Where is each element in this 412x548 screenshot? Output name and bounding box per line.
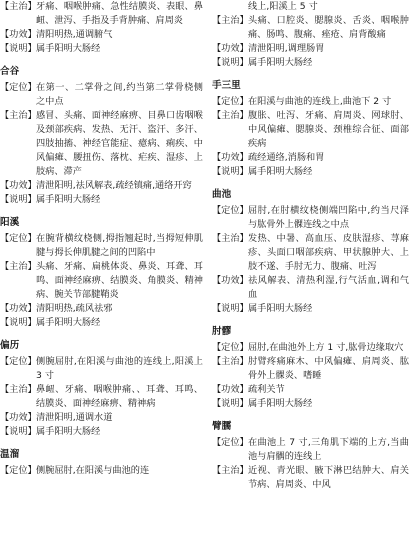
entry-tag: 【主治】 xyxy=(212,110,249,121)
entry-tag: 【定位】 xyxy=(212,205,249,216)
entry-paragraph xyxy=(212,436,409,464)
entry-tag: 【功效】 xyxy=(212,43,249,54)
entry-text: 鼻衄、牙痛、咽喉肿痛、、耳聋、耳鸣、结膜炎、面神经麻痹、精神病 xyxy=(36,384,203,409)
entry-text: 属手阳明大肠经 xyxy=(248,166,313,177)
entry-text: 侧腕屈肘,在阳溪与曲池的连 xyxy=(36,465,150,476)
entry-tag: 【主治】 xyxy=(0,384,37,395)
entry-text: 属手阳明大肠经 xyxy=(36,317,101,328)
entry-tag: 【定位】 xyxy=(212,342,249,353)
entry-tag: 【主治】 xyxy=(212,15,249,26)
acupoint-title: 手三里 xyxy=(212,80,241,91)
entry-paragraph xyxy=(0,193,203,207)
entry-paragraph xyxy=(0,316,203,330)
entry-text: 在曲池上 7 寸,三角肌下端的上方,当曲池与肩髃的连线上 xyxy=(248,437,409,462)
entry-paragraph xyxy=(212,14,409,42)
entry-paragraph xyxy=(0,383,203,411)
entry-paragraph xyxy=(0,464,203,478)
entry-tag: 【说明】 xyxy=(0,194,37,205)
entry-text: 侧腕屈肘,在阳溪与曲池的连线上,阳溪上 3 寸 xyxy=(36,356,203,381)
entry-text: 清泄阳明,调理肠胃 xyxy=(248,43,325,54)
entry-text: 在腕背横纹桡侧,拇指翘起时,当拇短伸肌腱与拇长伸肌腱之间的凹陷中 xyxy=(36,233,203,258)
entry-text: 屈肘,在肘横纹桡侧端凹陷中,约当尺泽与肱骨外上髁连线之中点 xyxy=(248,205,409,230)
entry-paragraph xyxy=(212,109,409,151)
entry-tag: 【说明】 xyxy=(212,398,249,409)
entry-paragraph xyxy=(0,179,203,193)
entry-tag: 【说明】 xyxy=(0,317,37,328)
entry-tag: 【主治】 xyxy=(212,465,249,476)
entry-text: 在阳溪与曲池的连线上,曲池下 2 寸 xyxy=(248,96,392,107)
entry-tag: 【说明】 xyxy=(0,43,37,54)
entry-paragraph xyxy=(0,425,203,439)
entry-tag: 【功效】 xyxy=(0,180,37,191)
entry-tag: 【功效】 xyxy=(0,412,37,423)
entry-paragraph xyxy=(212,95,409,109)
entry-text: 疏利关节 xyxy=(248,384,285,395)
entry-paragraph xyxy=(212,464,409,492)
entry-paragraph xyxy=(0,232,203,260)
entry-tag: 【定位】 xyxy=(0,356,37,367)
entry-tag: 【主治】 xyxy=(0,1,37,12)
entry-paragraph xyxy=(212,383,409,397)
entry-tag: 【说明】 xyxy=(212,166,249,177)
entry-paragraph xyxy=(212,397,409,411)
entry-paragraph xyxy=(0,28,203,42)
entry-tag: 【定位】 xyxy=(0,233,37,244)
entry-tag: 【功效】 xyxy=(212,152,249,163)
entry-tag: 【主治】 xyxy=(212,356,249,367)
entry-tag: 【功效】 xyxy=(212,275,249,286)
entry-tag: 【功效】 xyxy=(212,384,249,395)
entry-text: 腹胀、吐泻、牙痛、肩周炎、网球肘、中风偏瘫、腮腺炎、颈椎综合征、面部疾病 xyxy=(248,110,409,149)
right-column xyxy=(212,0,409,492)
acupoint-title: 肘髎 xyxy=(212,326,232,337)
entry-paragraph xyxy=(0,355,203,383)
entry-continuation: 线上,阳溪上 5 寸 xyxy=(248,1,318,12)
entry-text: 清泄阳明,通调水道 xyxy=(36,412,113,423)
acupoint-title: 阳溪 xyxy=(0,217,20,228)
entry-text: 头痛、口腔炎、腮腺炎、舌炎、咽喉肿痛、肠鸣、腹痛、痤疮、肩背酸痛 xyxy=(248,15,409,40)
acupoint-title: 臂臑 xyxy=(212,421,232,432)
entry-text: 疏经通络,消肠和胃 xyxy=(248,152,325,163)
entry-text: 肘臂疼痛麻木、中风偏瘫、肩周炎、肱骨外上髁炎、嗜睡 xyxy=(248,356,409,381)
entry-paragraph xyxy=(0,81,203,109)
entry-text: 属手阳明大肠经 xyxy=(248,398,313,409)
entry-text: 属手阳明大肠经 xyxy=(248,57,313,68)
entry-tag: 【定位】 xyxy=(0,465,37,476)
entry-paragraph xyxy=(212,341,409,355)
entry-text: 祛风解表、清热利湿,行气活血,调和气血 xyxy=(248,275,409,300)
left-column xyxy=(0,0,203,478)
entry-paragraph xyxy=(212,355,409,383)
entry-text: 头痛、牙痛、扁桃体炎、鼻炎、耳聋、耳鸣、面神经麻痹、结膜炎、角膜炎、精神病、腕关节部腱鞘炎 xyxy=(36,261,203,300)
entry-text: 属手阳明大肠经 xyxy=(248,303,313,314)
entry-tag: 【功效】 xyxy=(0,303,37,314)
entry-text: 发热、中暑、高血压、皮肤湿疹、荨麻疹、头面口咽部疾病、甲状腺肿大、上肢不遂、手肘无力、腹痛、吐泻 xyxy=(248,233,409,272)
entry-paragraph xyxy=(0,411,203,425)
entry-text: 感冒、头痛、面神经麻痹、目鼻口齿咽喉及颈部疾病、发热、无汗、盗汗、多汗、四肢抽搐、神经官能症、癔病、痢疾、中风偏瘫、腰扭伤、落枕、疟疾、湿疹、上肢病、滞产 xyxy=(36,110,203,177)
acupoint-title: 温溜 xyxy=(0,449,20,460)
entry-paragraph xyxy=(212,151,409,165)
entry-tag: 【主治】 xyxy=(212,233,249,244)
entry-paragraph xyxy=(212,204,409,232)
entry-text: 清泄阳明,祛风解表,疏经镇痛,通络开窍 xyxy=(36,180,192,191)
entry-tag: 【定位】 xyxy=(212,437,249,448)
entry-paragraph xyxy=(212,274,409,302)
entry-tag: 【定位】 xyxy=(212,96,249,107)
entry-text: 屈肘,在曲池外上方 1 寸,肱骨边缘取穴 xyxy=(248,342,404,353)
acupoint-title: 合谷 xyxy=(0,66,20,77)
entry-text: 牙痛、咽喉肿痛、急性结膜炎、表眼、鼻衄、泄泻、手指及手背肿痛、肩周炎 xyxy=(36,1,203,26)
entry-tag: 【说明】 xyxy=(212,303,249,314)
entry-paragraph xyxy=(212,302,409,316)
entry-text: 清阳明热,通调腑气 xyxy=(36,29,113,40)
entry-paragraph xyxy=(0,302,203,316)
entry-tag: 【主治】 xyxy=(0,261,37,272)
entry-tag: 【说明】 xyxy=(0,426,37,437)
entry-text: 属手阳明大肠经 xyxy=(36,43,101,54)
entry-text: 清阳明热,疏风祛邪 xyxy=(36,303,113,314)
entry-paragraph xyxy=(212,56,409,70)
entry-tag: 【功效】 xyxy=(0,29,37,40)
entry-tag: 【主治】 xyxy=(0,110,37,121)
entry-paragraph xyxy=(212,42,409,56)
entry-paragraph xyxy=(0,42,203,56)
entry-paragraph xyxy=(0,0,203,28)
entry-paragraph xyxy=(212,165,409,179)
entry-text: 在第一、二掌骨之间,约当第二掌骨桡侧之中点 xyxy=(36,82,203,107)
entry-paragraph xyxy=(212,232,409,274)
entry-text: 属手阳明大肠经 xyxy=(36,426,101,437)
entry-paragraph xyxy=(0,109,203,179)
entry-text: 近视、青光眼、腋下淋巴结肿大、肩关节病、肩周炎、中风 xyxy=(248,465,409,490)
acupoint-title: 曲池 xyxy=(212,189,232,200)
entry-paragraph xyxy=(0,260,203,302)
entry-tag: 【定位】 xyxy=(0,82,37,93)
entry-text: 属手阳明大肠经 xyxy=(36,194,101,205)
acupoint-title: 偏历 xyxy=(0,340,20,351)
entry-tag: 【说明】 xyxy=(212,57,249,68)
